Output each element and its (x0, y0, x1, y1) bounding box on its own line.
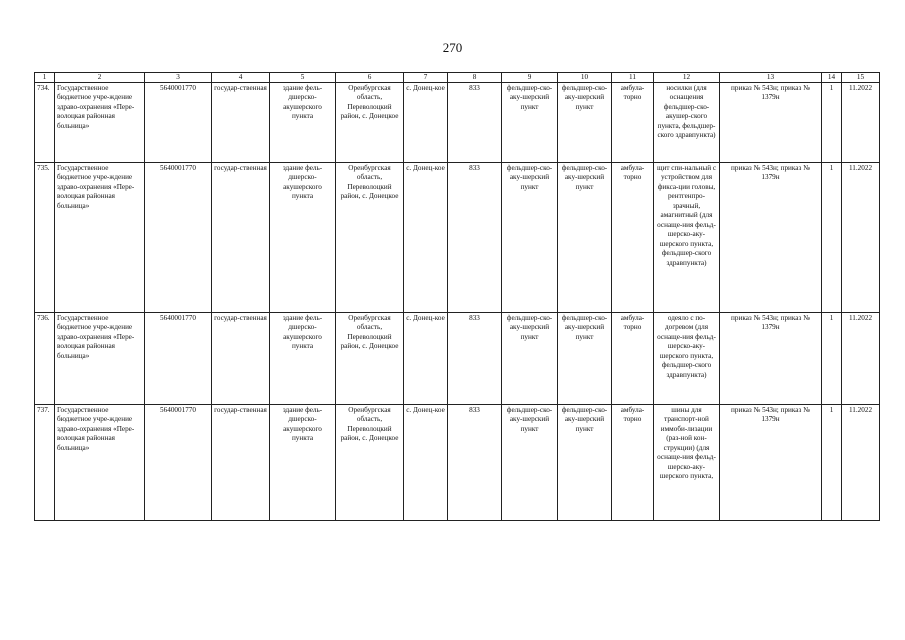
equipment-cell: одеяло с по-догревом (для оснаще-ния фельд-шерско-аку-шерского пункта, фельдшер-ского здравпункта) (654, 312, 720, 404)
code-cell: 833 (448, 312, 502, 404)
settlement-cell: с. Донец-кое (404, 162, 448, 312)
unit-cell: фельдшер-ско-аку-шерский пункт (558, 162, 612, 312)
inn-cell: 5640001770 (145, 82, 212, 162)
table-row (35, 82, 880, 162)
date-cell: 11.2022 (842, 82, 880, 162)
address-cell: Оренбургская область, Переволоцкий район, с. Донецкое (336, 162, 404, 312)
inn-cell: 5640001770 (145, 404, 212, 520)
header-cell: 14 (822, 73, 842, 83)
building-cell: здание фель-дшерско-акушерского пункта (270, 404, 336, 520)
header-cell: 8 (448, 73, 502, 83)
equipment-table (34, 72, 880, 521)
header-cell: 11 (612, 73, 654, 83)
unit-cell: фельдшер-ско-аку-шерский пункт (502, 312, 558, 404)
address-cell: Оренбургская область, Переволоцкий район, с. Донецкое (336, 312, 404, 404)
basis-cell: приказ № 543н; приказ № 1379н (720, 312, 822, 404)
care-cell: амбула-торно (612, 162, 654, 312)
care-cell: амбула-торно (612, 404, 654, 520)
basis-cell: приказ № 543н; приказ № 1379н (720, 404, 822, 520)
page-number: 270 (442, 40, 463, 55)
ownership-cell: государ-ственная (212, 404, 270, 520)
header-cell: 3 (145, 73, 212, 83)
inn-cell: 5640001770 (145, 162, 212, 312)
settlement-cell: с. Донец-кое (404, 312, 448, 404)
ownership-cell: государ-ственная (212, 162, 270, 312)
header-cell: 15 (842, 73, 880, 83)
organization-cell: Государственное бюджетное учре-ждение здраво-охранения «Пере-волоцкая районная больница» (55, 162, 145, 312)
settlement-cell: с. Донец-кое (404, 82, 448, 162)
header-cell: 6 (336, 73, 404, 83)
basis-cell: приказ № 543н; приказ № 1379н (720, 162, 822, 312)
organization-cell: Государственное бюджетное учре-ждение здраво-охранения «Пере-волоцкая районная больница» (55, 404, 145, 520)
table-row (35, 312, 880, 404)
building-cell: здание фель-дшерско-акушерского пункта (270, 82, 336, 162)
row-number: 737. (35, 404, 55, 520)
unit-cell: фельдшер-ско-аку-шерский пункт (558, 312, 612, 404)
header-cell: 5 (270, 73, 336, 83)
table-row (35, 162, 880, 312)
address-cell: Оренбургская область, Переволоцкий район, с. Донецкое (336, 82, 404, 162)
inn-cell: 5640001770 (145, 312, 212, 404)
date-cell: 11.2022 (842, 404, 880, 520)
unit-cell: фельдшер-ско-аку-шерский пункт (502, 404, 558, 520)
quantity-cell: 1 (822, 162, 842, 312)
quantity-cell: 1 (822, 312, 842, 404)
header-cell: 1 (35, 73, 55, 83)
equipment-cell: шины для транспорт-ной иммоби-лизации (раз-ной кон-струкции) (для оснаще-ния фельд-шерско-аку-шерского пункта, (654, 404, 720, 520)
settlement-cell: с. Донец-кое (404, 404, 448, 520)
unit-cell: фельдшер-ско-аку-шерский пункт (558, 404, 612, 520)
header-row (35, 73, 880, 83)
care-cell: амбула-торно (612, 82, 654, 162)
address-cell: Оренбургская область, Переволоцкий район, с. Донецкое (336, 404, 404, 520)
ownership-cell: государ-ственная (212, 312, 270, 404)
equipment-cell: носилки (для оснащения фельдшер-ско-акушер-ского пункта, фельдшер-ского здравпункта) (654, 82, 720, 162)
unit-cell: фельдшер-ско-аку-шерский пункт (502, 82, 558, 162)
code-cell: 833 (448, 404, 502, 520)
header-cell: 2 (55, 73, 145, 83)
building-cell: здание фель-дшерско-акушерского пункта (270, 312, 336, 404)
header-cell: 13 (720, 73, 822, 83)
unit-cell: фельдшер-ско-аку-шерский пункт (558, 82, 612, 162)
organization-cell: Государственное бюджетное учре-ждение здраво-охранения «Пере-волоцкая районная больница» (55, 312, 145, 404)
code-cell: 833 (448, 162, 502, 312)
header-cell: 12 (654, 73, 720, 83)
row-number: 734. (35, 82, 55, 162)
code-cell: 833 (448, 82, 502, 162)
header-cell: 4 (212, 73, 270, 83)
header-cell: 10 (558, 73, 612, 83)
building-cell: здание фель-дшерско-акушерского пункта (270, 162, 336, 312)
header-cell: 9 (502, 73, 558, 83)
header-cell: 7 (404, 73, 448, 83)
row-number: 735. (35, 162, 55, 312)
row-number: 736. (35, 312, 55, 404)
quantity-cell: 1 (822, 404, 842, 520)
care-cell: амбула-торно (612, 312, 654, 404)
ownership-cell: государ-ственная (212, 82, 270, 162)
equipment-cell: щит спи-нальный с устройством для фикса-ции головы, рентгенпро-зрачный, амагнитный (для оснаще-ния фельд-шерско-аку-шерского пункта, фельдшер-ского здравпункта) (654, 162, 720, 312)
organization-cell: Государственное бюджетное учре-ждение здраво-охранения «Пере-волоцкая районная больница» (55, 82, 145, 162)
table-row (35, 404, 880, 520)
date-cell: 11.2022 (842, 312, 880, 404)
basis-cell: приказ № 543н; приказ № 1379н (720, 82, 822, 162)
unit-cell: фельдшер-ско-аку-шерский пункт (502, 162, 558, 312)
date-cell: 11.2022 (842, 162, 880, 312)
quantity-cell: 1 (822, 82, 842, 162)
